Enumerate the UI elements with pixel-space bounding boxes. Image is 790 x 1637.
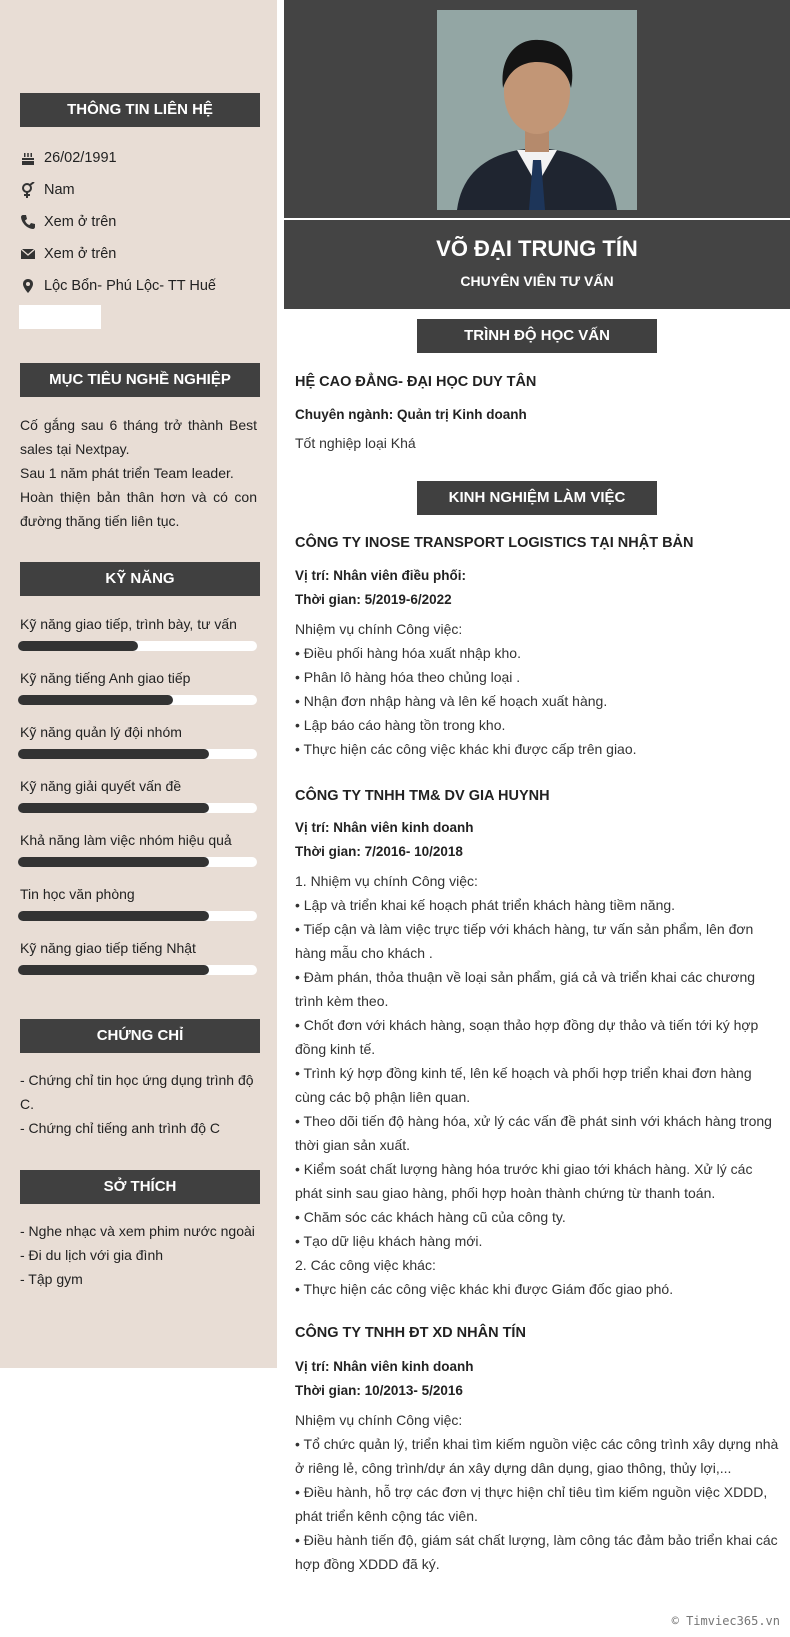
- skill-level-bar: [18, 911, 257, 921]
- watermark: © Timviec365.vn: [671, 1614, 780, 1628]
- skill-level-bar: [18, 749, 257, 759]
- cert-item: - Chứng chỉ tiếng anh trình độ C: [20, 1120, 221, 1136]
- objective-line: Sau 1 năm phát triển Team leader.: [20, 465, 234, 481]
- duty-line: • Nhận đơn nhập hàng và lên kế hoạch xuất hàng.: [295, 693, 608, 709]
- job-company: CÔNG TY TNHH ĐT XD NHÂN TÍN: [295, 1325, 526, 1341]
- job-duties: [295, 1408, 780, 1576]
- contact-email-text: Xem ở trên: [44, 246, 117, 262]
- skill-label: Kỹ năng giải quyết vấn đề: [20, 778, 182, 794]
- skill-level-fill: [18, 749, 209, 759]
- location-pin-icon: [20, 278, 36, 294]
- blank-box: [19, 305, 101, 329]
- duty-line: 2. Các công việc khác:: [295, 1257, 436, 1273]
- gender-icon: [20, 182, 36, 198]
- job-position: Vị trí: Nhân viên kinh doanh: [295, 1359, 474, 1374]
- experience-section-title: KINH NGHIỆM LÀM VIỆC: [417, 481, 657, 515]
- job-period: Thời gian: 10/2013- 5/2016: [295, 1383, 463, 1398]
- job-position: Vị trí: Nhân viên kinh doanh: [295, 820, 474, 835]
- duty-line: 1. Nhiệm vụ chính Công việc:: [295, 873, 478, 889]
- objective-section-title: MỤC TIÊU NGHỀ NGHIỆP: [20, 363, 260, 397]
- profile-photo: [437, 10, 637, 210]
- header-divider: [284, 218, 790, 220]
- hobbies-list: [20, 1219, 257, 1291]
- duty-line: • Trình ký hợp đồng kinh tế, lên kế hoạch và phối hợp triển khai đơn hàng cùng các bộ phận liên quan.: [295, 1065, 752, 1105]
- skill-label: Kỹ năng tiếng Anh giao tiếp: [20, 670, 191, 686]
- skill-label: Kỹ năng giao tiếp, trình bày, tư vấn: [20, 616, 237, 632]
- duty-line: • Đàm phán, thỏa thuận về loại sản phẩm, giá cả và triển khai các chương trình kèm theo.: [295, 969, 756, 1009]
- candidate-role: CHUYÊN VIÊN TƯ VẤN: [460, 273, 614, 289]
- skill-label: Khả năng làm việc nhóm hiệu quả: [20, 832, 232, 848]
- contact-section-title: THÔNG TIN LIÊN HỆ: [20, 93, 260, 127]
- cert-item: - Chứng chỉ tin học ứng dụng trình độ C.: [20, 1072, 254, 1112]
- duty-line: • Thực hiện các công việc khác khi được Giám đốc giao phó.: [295, 1281, 674, 1297]
- skill-level-bar: [18, 695, 257, 705]
- duty-line: • Điều phối hàng hóa xuất nhập kho.: [295, 645, 521, 661]
- duty-line: • Điều hành tiến độ, giám sát chất lượng, làm công tác đảm bảo triển khai các hợp đồng XDDD đã ký.: [295, 1532, 778, 1572]
- skill-level-bar: [18, 641, 257, 651]
- certs-list: [20, 1068, 257, 1140]
- certs-section-title: CHỨNG CHỈ: [20, 1019, 260, 1053]
- person-portrait-icon: [437, 10, 637, 210]
- duty-line: • Kiểm soát chất lượng hàng hóa trước khi giao tới khách hàng. Xử lý các phát sinh sau giao hàng, phối hợp hoàn thành chứng từ thanh toán.: [295, 1161, 753, 1201]
- objective-line: Hoàn thiện bản thân hơn và có con đường thăng tiến liên tục.: [20, 489, 257, 529]
- duty-line: • Lập và triển khai kế hoạch phát triển khách hàng tiềm năng.: [295, 897, 676, 913]
- duty-line: • Theo dõi tiến độ hàng hóa, xử lý các vấn đề phát sinh với khách hàng trong thời gian sản xuất.: [295, 1113, 772, 1153]
- job-duties: [295, 869, 780, 1301]
- skill-label: Kỹ năng giao tiếp tiếng Nhật: [20, 940, 196, 956]
- education-school: HỆ CAO ĐẲNG- ĐẠI HỌC DUY TÂN: [295, 374, 537, 390]
- job-company: CÔNG TY INOSE TRANSPORT LOGISTICS TẠI NHẬT BẢN: [295, 535, 694, 551]
- hobby-item: - Tập gym: [20, 1271, 83, 1287]
- birthday-cake-icon: [20, 150, 36, 166]
- duty-line: • Lập báo cáo hàng tồn trong kho.: [295, 717, 506, 733]
- duty-line: • Chăm sóc các khách hàng cũ của công ty.: [295, 1209, 566, 1225]
- phone-icon: [20, 214, 36, 230]
- skill-label: Tin học văn phòng: [20, 886, 135, 902]
- objective-line: Cố gắng sau 6 tháng trở thành Best sales tại Nextpay.: [20, 417, 257, 457]
- education-section-title: TRÌNH ĐỘ HỌC VẤN: [417, 319, 657, 353]
- education-major: Chuyên ngành: Quản trị Kinh doanh: [295, 407, 527, 422]
- job-company: CÔNG TY TNHH TM& DV GIA HUYNH: [295, 788, 550, 804]
- objective-text: [20, 413, 257, 533]
- duty-line: Nhiệm vụ chính Công việc:: [295, 1412, 463, 1428]
- skill-level-fill: [18, 857, 209, 867]
- skill-level-bar: [18, 965, 257, 975]
- hobbies-section-title: SỞ THÍCH: [20, 1170, 260, 1204]
- contact-address-text: Lộc Bổn- Phú Lộc- TT Huế: [44, 278, 216, 294]
- duty-line: • Điều hành, hỗ trợ các đơn vị thực hiện chỉ tiêu tìm kiếm nguồn việc XDDD, phát triển kênh cộng tác viên.: [295, 1484, 768, 1524]
- duty-line: • Tạo dữ liệu khách hàng mới.: [295, 1233, 483, 1249]
- education-grade: Tốt nghiệp loại Khá: [295, 435, 416, 451]
- skill-level-fill: [18, 641, 138, 651]
- candidate-name: VÕ ĐẠI TRUNG TÍN: [436, 236, 638, 261]
- job-duties: [295, 617, 780, 761]
- skills-section-title: KỸ NĂNG: [20, 562, 260, 596]
- contact-birthday-text: 26/02/1991: [44, 150, 117, 166]
- duty-line: • Chốt đơn với khách hàng, soạn thảo hợp đồng dự thảo và tiến tới ký hợp đồng kinh tế.: [295, 1017, 759, 1057]
- contact-gender-text: Nam: [44, 182, 75, 198]
- skill-level-fill: [18, 803, 209, 813]
- duty-line: Nhiệm vụ chính Công việc:: [295, 621, 463, 637]
- skill-level-bar: [18, 803, 257, 813]
- skill-label: Kỹ năng quản lý đội nhóm: [20, 724, 182, 740]
- envelope-icon: [20, 246, 36, 262]
- skill-level-bar: [18, 857, 257, 867]
- duty-line: • Tổ chức quản lý, triển khai tìm kiếm nguồn việc các công trình xây dựng nhà ở riêng lẻ, công trình/dự án xây dựng dân dụng, giao thông, thủy lợi,...: [295, 1436, 779, 1476]
- job-period: Thời gian: 5/2019-6/2022: [295, 592, 452, 607]
- skill-level-fill: [18, 911, 209, 921]
- contact-phone-text: Xem ở trên: [44, 214, 117, 230]
- hobby-item: - Nghe nhạc và xem phim nước ngoài: [20, 1223, 255, 1239]
- duty-line: • Tiếp cận và làm việc trực tiếp với khách hàng, tư vấn sản phẩm, lên đơn hàng mẫu cho khách .: [295, 921, 754, 961]
- skill-level-fill: [18, 695, 173, 705]
- job-period: Thời gian: 7/2016- 10/2018: [295, 844, 463, 859]
- duty-line: • Phân lô hàng hóa theo chủng loại .: [295, 669, 521, 685]
- skill-level-fill: [18, 965, 209, 975]
- duty-line: • Thực hiện các công việc khác khi được cấp trên giao.: [295, 741, 637, 757]
- job-position: Vị trí: Nhân viên điều phối:: [295, 568, 467, 583]
- hobby-item: - Đi du lịch với gia đình: [20, 1247, 164, 1263]
